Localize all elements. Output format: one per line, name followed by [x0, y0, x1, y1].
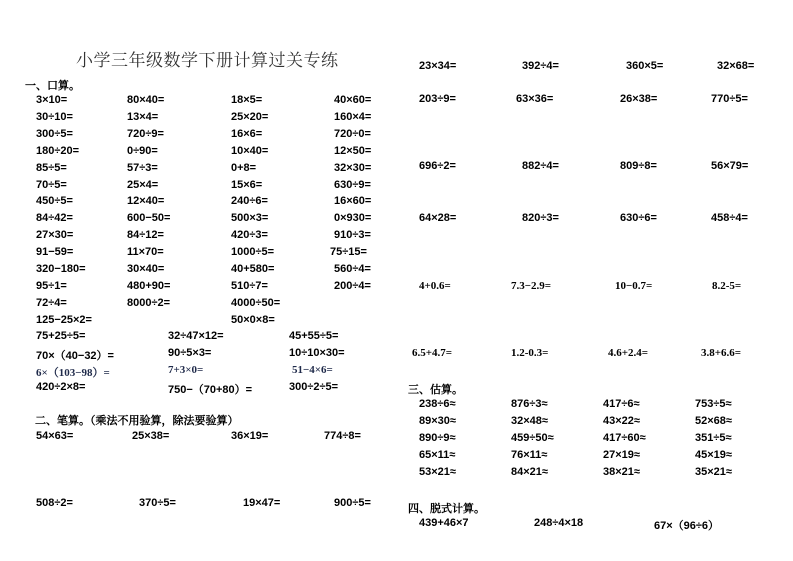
- problem-item: 27×19≈: [603, 449, 640, 461]
- problem-item: 458÷4=: [711, 212, 748, 224]
- problem-item: 900÷5=: [334, 497, 371, 509]
- problem-item: 54×63=: [36, 430, 74, 442]
- problem-item: 95÷1=: [36, 279, 67, 292]
- problem-item: 820÷3=: [522, 212, 559, 224]
- problem-item: 75÷15=: [330, 246, 367, 259]
- problem-item: 36×19=: [231, 430, 269, 442]
- problem-item: 35×21≈: [695, 466, 732, 478]
- problem-item: 30÷10=: [36, 110, 73, 123]
- problem-item: 696÷2=: [419, 160, 456, 172]
- problem-item: 15×6=: [231, 178, 263, 191]
- problem-item: 89×30≈: [419, 415, 456, 427]
- problem-item: 27×30=: [36, 229, 74, 242]
- problem-item: 10÷10×30=: [289, 347, 345, 359]
- problem-item: 84÷42=: [36, 212, 73, 225]
- problem-item: 0×930=: [334, 212, 372, 225]
- problem-item: 50×0×8=: [231, 313, 275, 326]
- problem-item: 4000÷50=: [231, 296, 281, 309]
- problem-item: 26×38=: [620, 93, 658, 105]
- problem-item: 11×70=: [127, 246, 164, 259]
- problem-item: 417÷60≈: [603, 432, 646, 444]
- problem-item: 63×36=: [516, 93, 554, 105]
- problem-item: 360×5=: [626, 60, 664, 72]
- problem-item: 32×48≈: [511, 415, 548, 427]
- problem-item: 160×4=: [334, 110, 372, 123]
- problem-item: 25×38=: [132, 430, 170, 442]
- problem-item: 248÷4×18: [534, 517, 584, 529]
- problem-item: 420÷3=: [231, 229, 268, 242]
- problem-item: 439+46×7: [419, 517, 469, 529]
- problem-item: 76×11≈: [511, 449, 548, 461]
- problem-item: 203÷9=: [419, 93, 456, 105]
- problem-item: 774÷8=: [324, 430, 361, 442]
- problem-item: 40×60=: [334, 94, 372, 106]
- problem-item: 52×68≈: [695, 415, 732, 427]
- problem-item: 43×22≈: [603, 415, 640, 427]
- problem-item: 6.5+4.7=: [412, 347, 453, 359]
- problem-item: 180÷20=: [36, 144, 80, 157]
- problem-item: 32×68=: [717, 60, 755, 72]
- problem-item: 12×40=: [127, 195, 165, 208]
- problem-item: 4+0.6=: [419, 280, 451, 292]
- problem-item: 630÷6=: [620, 212, 657, 224]
- problem-item: 84÷12=: [127, 229, 164, 242]
- problem-item: 40+580=: [231, 263, 275, 275]
- problem-item: 8000÷2=: [127, 296, 171, 309]
- problem-item: 630÷9=: [334, 178, 371, 191]
- problem-item: 300÷2÷5=: [289, 381, 339, 393]
- problem-item: 30×40=: [127, 263, 165, 275]
- problem-item: 510÷7=: [231, 279, 268, 292]
- problem-item: 7+3×0=: [168, 364, 204, 376]
- problem-item: 0÷90=: [127, 144, 158, 157]
- problem-item: 80×40=: [127, 94, 165, 106]
- problem-item: 16×6=: [231, 127, 263, 140]
- problem-item: 53×21≈: [419, 466, 456, 478]
- problem-item: 56×79=: [711, 160, 749, 172]
- problem-item: 882÷4=: [522, 160, 559, 172]
- problem-item: 720÷9=: [127, 127, 164, 140]
- problem-item: 65×11≈: [419, 449, 456, 461]
- problem-item: 238÷6≈: [419, 398, 456, 410]
- problem-item: 508÷2=: [36, 497, 73, 509]
- problem-item: 200÷4=: [334, 279, 371, 292]
- problem-item: 560÷4=: [334, 263, 371, 275]
- problem-item: 12×50=: [334, 144, 372, 157]
- problem-item: 890÷9≈: [419, 432, 456, 444]
- problem-item: 910÷3=: [334, 229, 371, 242]
- problem-item: 51−4×6=: [292, 364, 333, 376]
- problem-item: 32×30=: [334, 161, 372, 174]
- problem-item: 18×5=: [231, 94, 263, 106]
- problem-item: 753÷5≈: [695, 398, 732, 410]
- problem-item: 70÷5=: [36, 178, 67, 191]
- problem-item: 8.2-5=: [712, 280, 742, 292]
- problem-item: 480+90=: [127, 279, 171, 292]
- problem-item: 84×21≈: [511, 466, 548, 478]
- section-heading-estimate: 三、估算。: [408, 383, 463, 396]
- section-heading-written: 二、笔算。（乘法不用验算，除法要验算）: [35, 414, 239, 427]
- problem-item: 57÷3=: [127, 161, 158, 174]
- problem-item: 3×10=: [36, 94, 68, 106]
- problem-item: 3.8+6.6=: [701, 347, 742, 359]
- problem-item: 0+8=: [231, 161, 257, 174]
- problem-item: 10−0.7=: [615, 280, 653, 292]
- problem-item: 420÷2×8=: [36, 381, 86, 393]
- problem-item: 459÷50≈: [511, 432, 554, 444]
- page-title: 小学三年级数学下册计算过关专练: [76, 51, 339, 71]
- problem-item: 500×3=: [231, 212, 269, 225]
- problem-item: 392÷4=: [522, 60, 559, 72]
- problem-item: 6×（103−98）=: [36, 367, 110, 379]
- problem-item: 770÷5=: [711, 93, 748, 105]
- problem-item: 25×20=: [231, 110, 269, 123]
- problem-item: 23×34=: [419, 60, 457, 72]
- problem-item: 32÷47×12=: [168, 330, 224, 342]
- problem-item: 45×19≈: [695, 449, 732, 461]
- problem-item: 125−25×2=: [36, 313, 92, 326]
- problem-item: 4.6+2.4=: [608, 347, 649, 359]
- problem-item: 72÷4=: [36, 296, 67, 309]
- problem-item: 876÷3≈: [511, 398, 548, 410]
- problem-item: 720÷0=: [334, 127, 371, 140]
- problem-item: 64×28=: [419, 212, 457, 224]
- section-heading-stepwise: 四、脱式计算。: [408, 502, 485, 515]
- problem-item: 300÷5=: [36, 127, 73, 140]
- problem-item: 450÷5=: [36, 195, 73, 208]
- problem-item: 10×40=: [231, 144, 269, 157]
- section-heading-oral: 一、口算。: [25, 79, 80, 92]
- problem-item: 240÷6=: [231, 195, 268, 208]
- problem-item: 1000÷5=: [231, 246, 275, 259]
- problem-item: 91−59=: [36, 246, 74, 259]
- problem-item: 38×21≈: [603, 466, 640, 478]
- problem-item: 7.3−2.9=: [511, 280, 552, 292]
- problem-item: 809÷8=: [620, 160, 657, 172]
- problem-item: 600−50=: [127, 212, 171, 225]
- problem-item: 45+55÷5=: [289, 330, 339, 342]
- problem-item: 67×（96÷6）: [654, 520, 720, 532]
- problem-item: 90÷5×3=: [168, 347, 212, 359]
- problem-item: 1.2-0.3=: [511, 347, 549, 359]
- problem-item: 70×（40−32）=: [36, 350, 114, 362]
- problem-item: 19×47=: [243, 497, 281, 509]
- problem-item: 16×60=: [334, 195, 372, 208]
- problem-item: 25×4=: [127, 178, 159, 191]
- problem-item: 370÷5=: [139, 497, 176, 509]
- problem-item: 75+25÷5=: [36, 330, 86, 342]
- problem-item: 13×4=: [127, 110, 159, 123]
- problem-item: 417÷6≈: [603, 398, 640, 410]
- problem-item: 750−（70+80）=: [168, 384, 253, 396]
- problem-item: 351÷5≈: [695, 432, 732, 444]
- problem-item: 85÷5=: [36, 161, 67, 174]
- problem-item: 320−180=: [36, 263, 86, 275]
